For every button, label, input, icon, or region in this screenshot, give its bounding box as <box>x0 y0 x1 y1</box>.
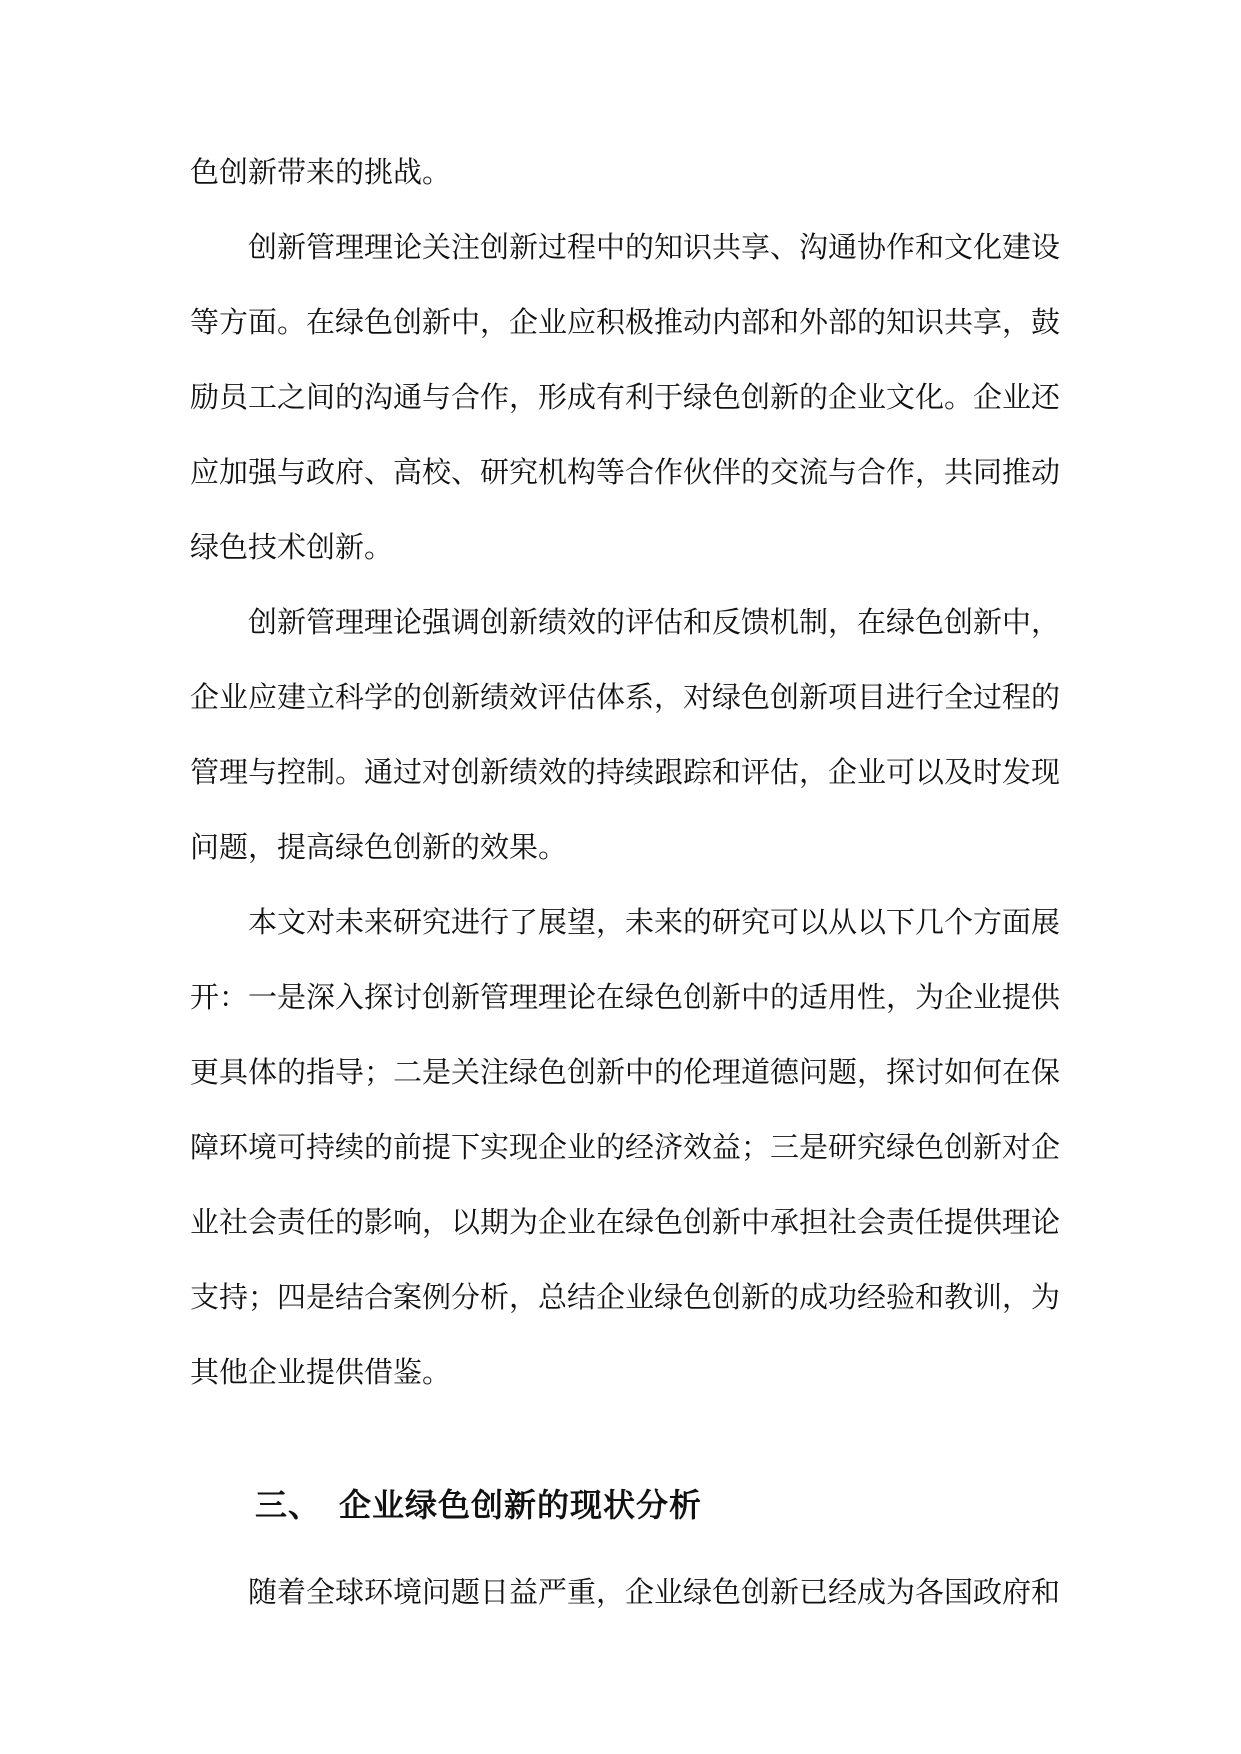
section-heading <box>255 1475 702 1535</box>
paragraph-future-research: 本文对未来研究进行了展望，未来的研究可以从以下几个方面展开：一是深入探讨创新管理理论在绿色创新中的适用性，为企业提供更具体的指导；二是关注绿色创新中的伦理道德问题，探讨如何在保障环境可持续的前提下实现企业的经济效益；三是研究绿色创新对企业社会责任的影响，以期为企业在绿色创新中承担社会责任提供理论支持；四是结合案例分析，总结企业绿色创新的成功经验和教训，为其他企业提供借鉴。 <box>190 905 1061 1389</box>
paragraph-knowledge-sharing: 创新管理理论关注创新过程中的知识共享、沟通协作和文化建设等方面。在绿色创新中，企业应积极推动内部和外部的知识共享，鼓励员工之间的沟通与合作，形成有利于绿色创新的企业文化。企业还应加强与政府、高校、研究机构等合作伙伴的交流与合作，共同推动绿色技术创新。 <box>190 230 1061 564</box>
section-title: 企业绿色创新的现状分析 <box>339 1486 703 1524</box>
paragraph-performance-evaluation: 创新管理理论强调创新绩效的评估和反馈机制，在绿色创新中，企业应建立科学的创新绩效评估体系，对绿色创新项目进行全过程的管理与控制。通过对创新绩效的持续跟踪和评估，企业可以及时发现问题，提高绿色创新的效果。 <box>190 605 1061 864</box>
section-number: 三、 <box>255 1486 322 1524</box>
paragraph-section-intro: 随着全球环境问题日益严重，企业绿色创新已经成为各国政府和 <box>248 1575 1061 1609</box>
paragraph-continuation: 色创新带来的挑战。 <box>190 155 452 189</box>
